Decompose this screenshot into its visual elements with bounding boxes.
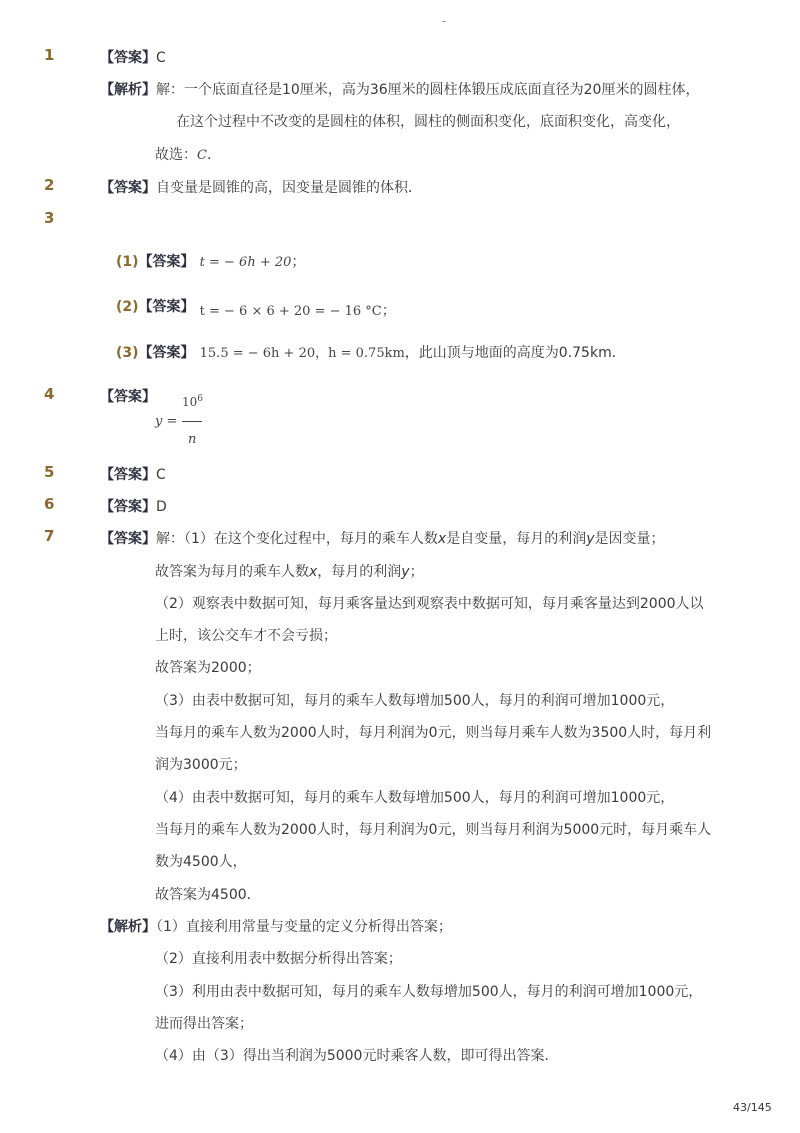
q7-analysis-line-5: （4）由（3）得出当利润为5000元时乘客人数，即可得出答案．	[155, 1048, 559, 1064]
q3-p3-math: 15.5 = − 6h + 20，h = 0.75km	[199, 346, 405, 361]
q2-answer: 自变量是圆锥的高，因变量是圆锥的体积．	[156, 180, 422, 196]
question-number-3: 3	[44, 209, 55, 227]
q4-fraction-bar	[182, 421, 202, 422]
q7-line-2: 故答案为每月的乘车人数x，每月的利润y；	[155, 564, 424, 580]
question-number-6: 6	[44, 495, 55, 513]
q3-part-1: (1)【答案】 t = − 6h + 20；	[116, 254, 306, 270]
q5-answer-row	[100, 464, 166, 484]
q2-answer-row	[100, 177, 422, 197]
answer-label: 【答案】	[100, 50, 156, 66]
answer-label: 【答案】	[100, 389, 156, 405]
q3-p1-math: t = − 6h + 20	[199, 255, 292, 270]
q7-line-10: 当每月的乘车人数为2000人时，每月利润为0元，则当每月利润为5000元时，每月乘车人	[155, 822, 712, 838]
q3-part-2: (2)【答案】 $_{t = - 6 \times 6 + 20 = - 16 ^\circ C}$；	[116, 299, 396, 319]
question-number-7: 7	[44, 527, 55, 545]
q7-analysis-line-4: 进而得出答案；	[155, 1016, 253, 1032]
answer-label: 【答案】	[100, 499, 156, 515]
q7-line-4: 上时，该公交车才不会亏损；	[155, 628, 337, 644]
header-mark: -	[442, 14, 447, 28]
q6-answer: D	[156, 499, 167, 515]
question-number-5: 5	[44, 463, 55, 481]
question-number-1: 1	[44, 46, 55, 64]
q6-answer-row	[100, 496, 167, 516]
q7-line-8: 润为3000元；	[155, 757, 247, 773]
q7-analysis-line-1: （1）直接利用常量与变量的定义分析得出答案；	[156, 919, 452, 935]
q3-p2-math: t = − 6 × 6 + 20 = − 16 °C	[199, 304, 382, 319]
q4-answer-row	[100, 386, 156, 406]
part-label: (1)	[116, 254, 139, 270]
q7-analysis-line-3: （3）利用由表中数据可知，每月的乘车人数每增加500人，每月的利润可增加1000元，	[155, 984, 703, 1000]
analysis-label: 【解析】	[100, 82, 156, 98]
q7-line-3: （2）观察表中数据可知，每月乘客量达到观察表中数据可知，每月乘客量达到2000人以	[155, 596, 704, 612]
q7-analysis-line-2: （2）直接利用表中数据分析得出答案；	[155, 951, 402, 967]
part-label: (3)	[116, 345, 139, 361]
q7-line-7: 当每月的乘车人数为2000人时，每月利润为0元，则当每月乘车人数为3500人时，每月利	[155, 725, 712, 741]
q1-answer: C	[156, 50, 166, 66]
page-number: 43/145	[733, 1101, 772, 1114]
q1-analysis-line-2: 在这个过程中不改变的是圆柱的体积，圆柱的侧面积变化，底面积变化，高变化，	[176, 114, 680, 130]
q1-choice-var: C	[197, 148, 207, 163]
answer-label: 【答案】	[138, 254, 195, 270]
answer-label: 【答案】	[100, 467, 156, 483]
answer-label: 【答案】	[138, 299, 195, 315]
q7-line-9: （4）由表中数据可知，每月的乘车人数每增加500人，每月的利润可增加1000元，	[155, 790, 675, 806]
question-number-2: 2	[44, 176, 55, 194]
q1-analysis-line-1: 解：一个底面直径是10厘米，高为36厘米的圆柱体锻压成底面直径为20厘米的圆柱体，	[156, 82, 700, 98]
q4-fraction-numerator: $10^6$	[182, 394, 204, 409]
q7-line-6: （3）由表中数据可知，每月的乘车人数每增加500人，每月的利润可增加1000元，	[155, 693, 675, 709]
q7-analysis-row	[100, 916, 452, 936]
q7-line-5: 故答案为2000；	[155, 660, 261, 676]
q1-analysis-row	[100, 79, 699, 99]
q4-lhs: y =	[155, 414, 178, 429]
part-label: (2)	[116, 299, 139, 315]
q5-answer: C	[156, 467, 166, 483]
q7-answer-row	[100, 528, 665, 548]
q4-fraction-denominator: n	[188, 432, 197, 447]
q3-part-3: (3)【答案】 15.5 = − 6h + 20，h = 0.75km，此山顶与地面的高度为0.75km．	[116, 345, 626, 361]
q1-analysis-line-3: 故选：C．	[155, 147, 221, 163]
q1-answer-row	[100, 47, 166, 67]
answer-label: 【答案】	[100, 531, 156, 547]
q7-line-11: 数为4500人，	[155, 854, 247, 870]
answer-label: 【答案】	[100, 180, 156, 196]
question-number-4: 4	[44, 385, 55, 403]
q7-line-12: 故答案为4500．	[155, 887, 261, 903]
q7-line-1: 解：（1）在这个变化过程中，每月的乘车人数x是自变量，每月的利润y是因变量；	[156, 531, 665, 547]
answer-label: 【答案】	[138, 345, 195, 361]
analysis-label: 【解析】	[100, 919, 156, 935]
